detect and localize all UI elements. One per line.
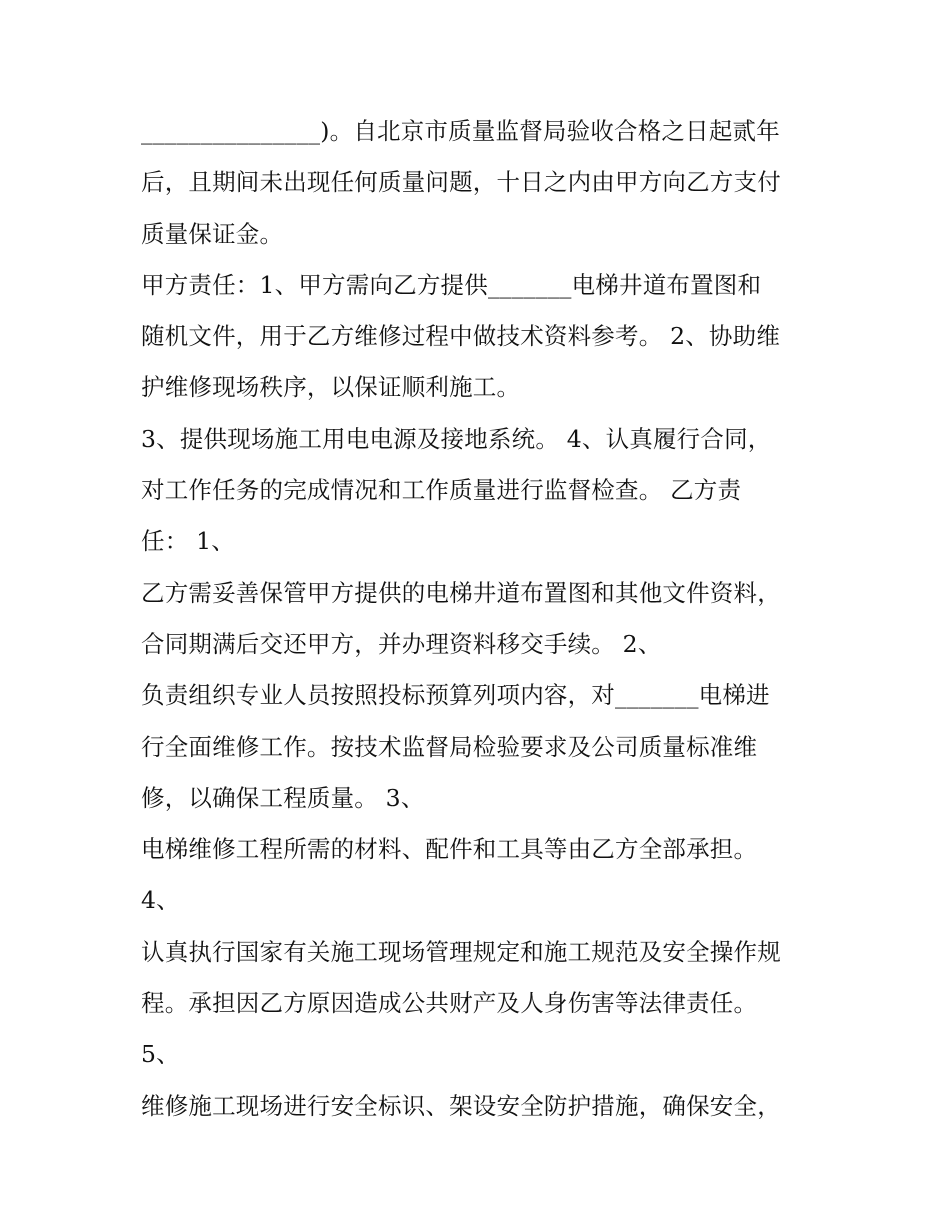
text-line: 3、提供现场施工用电电源及接地系统。 4、认真履行合同， <box>141 424 772 453</box>
text-line: 电梯维修工程所需的材料、配件和工具等由乙方全部承担。 <box>141 835 758 864</box>
text-line: 对工作任务的完成情况和工作质量进行监督检查。 乙方责 <box>141 476 742 505</box>
text-line: 任： 1、 <box>141 527 235 556</box>
text-line: 后，且期间未出现任何质量问题，十日之内由甲方向乙方支付 <box>141 168 781 197</box>
text-line: 行全面维修工作。按技术监督局检验要求及公司质量标准维 <box>141 732 758 761</box>
text-line: 4、 <box>141 886 180 915</box>
text-line: 乙方需妥善保管甲方提供的电梯井道布置图和其他文件资料， <box>141 578 781 607</box>
text-line: 程。承担因乙方原因造成公共财产及人身伤害等法律责任。 <box>141 989 758 1018</box>
text-line: 维修施工现场进行安全标识、架设安全防护措施，确保安全， <box>141 1091 781 1120</box>
text-line: 合同期满后交还甲方，并办理资料移交手续。 2、 <box>141 629 662 658</box>
text-line: 甲方责任：1、甲方需向乙方提供_______电梯井道布置图和 <box>141 270 762 299</box>
text-line: 5、 <box>141 1040 180 1069</box>
text-line: _______________)。自北京市质量监督局验收合格之日起贰年 <box>141 117 780 145</box>
text-line: 认真执行国家有关施工现场管理规定和施工规范及安全操作规 <box>141 937 781 966</box>
text-line: 随机文件，用于乙方维修过程中做技术资料参考。 2、协助维 <box>141 322 781 351</box>
document-body <box>141 106 821 1132</box>
text-line: 护维修现场秩序，以保证顺利施工。 <box>141 373 521 402</box>
text-line: 负责组织专业人员按照投标预算列项内容，对_______电梯进 <box>141 681 770 710</box>
text-line: 质量保证金。 <box>141 219 284 248</box>
text-line: 修，以确保工程质量。 3、 <box>141 783 425 812</box>
